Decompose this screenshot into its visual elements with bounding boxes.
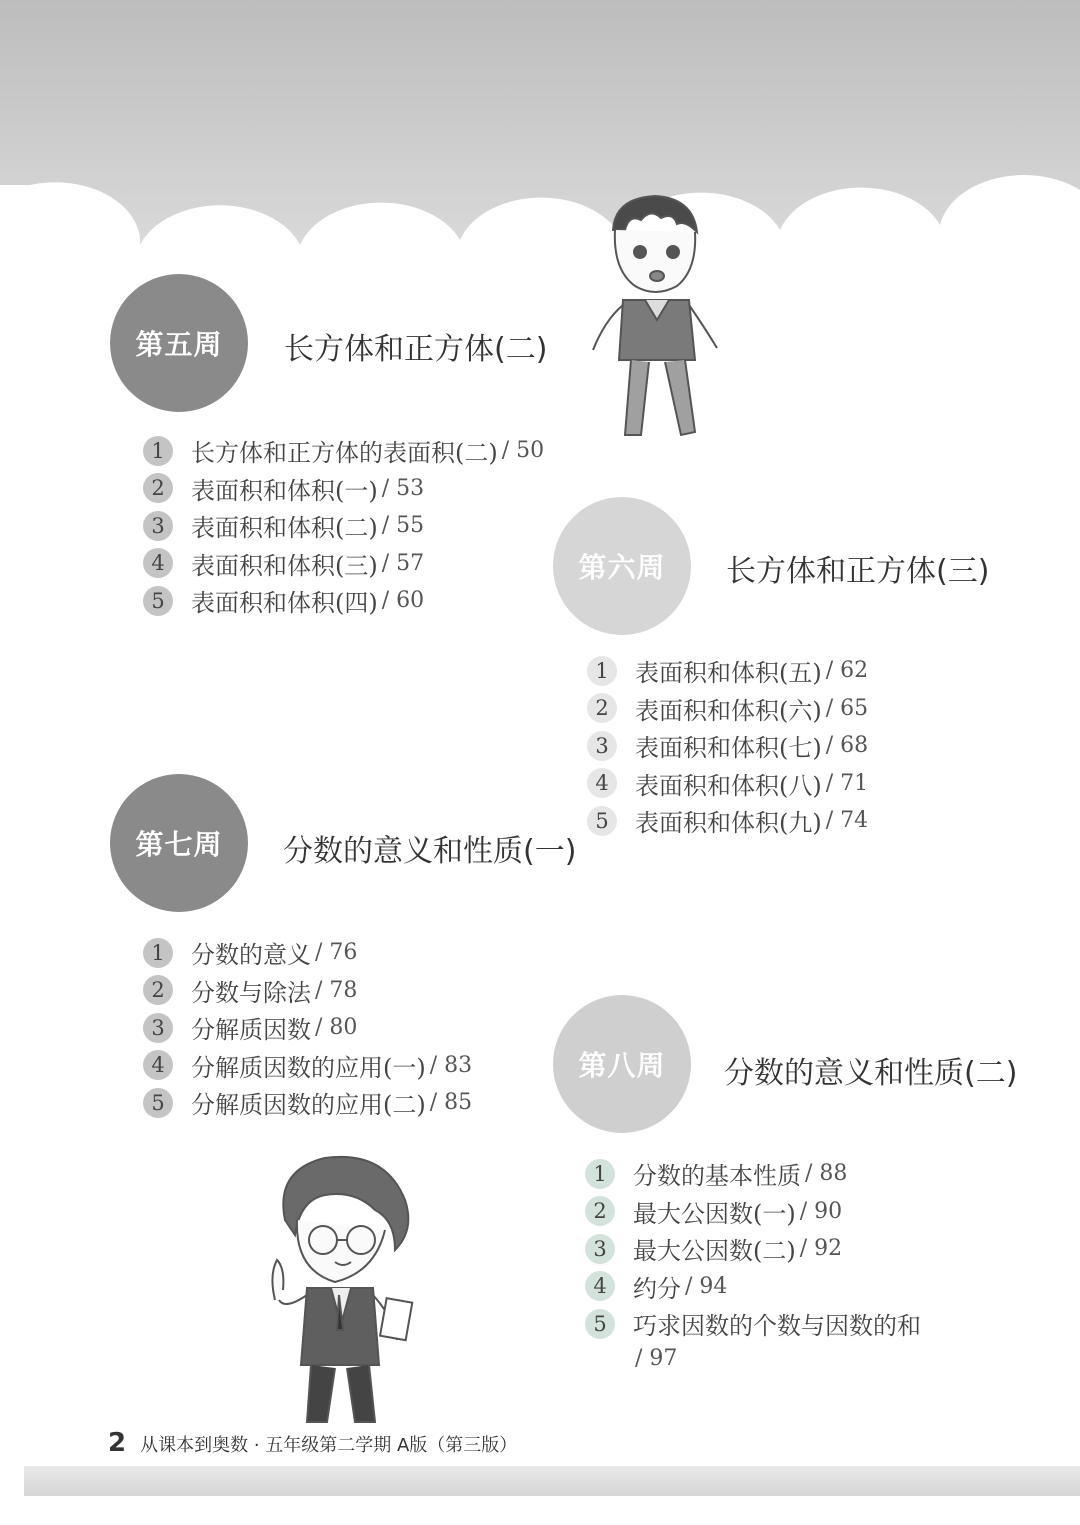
lesson-title: 分解质因数的应用(二) bbox=[191, 1091, 426, 1120]
lesson-page: / 80 bbox=[315, 1015, 358, 1041]
list-item[interactable] bbox=[143, 507, 544, 545]
lesson-page: / 71 bbox=[825, 770, 869, 796]
list-item[interactable] bbox=[143, 470, 544, 508]
boy-cartoon-illustration bbox=[585, 190, 730, 450]
section-title-week-8: 分数的意义和性质(二) bbox=[724, 1056, 1018, 1091]
list-item[interactable] bbox=[587, 690, 868, 728]
lesson-number: 2 bbox=[587, 693, 617, 723]
page-number: 2 bbox=[108, 1428, 127, 1458]
week-badge-8: 第八周 bbox=[553, 995, 691, 1133]
list-item[interactable] bbox=[587, 802, 868, 840]
lesson-page: / 60 bbox=[381, 588, 425, 614]
lesson-page: / 68 bbox=[825, 733, 869, 759]
list-item[interactable] bbox=[585, 1305, 925, 1343]
lesson-page: / 85 bbox=[429, 1090, 473, 1116]
lesson-page: / 94 bbox=[685, 1273, 728, 1299]
section-title-week-5: 长方体和正方体(二) bbox=[284, 332, 548, 367]
lesson-title: 表面积和体积(六) bbox=[635, 696, 822, 725]
lesson-list-week-8 bbox=[585, 1155, 925, 1343]
lesson-page: / 55 bbox=[381, 513, 425, 539]
lesson-page: / 62 bbox=[825, 658, 869, 684]
lesson-title: 分解质因数 bbox=[191, 1016, 311, 1045]
lesson-number: 3 bbox=[143, 511, 173, 541]
lesson-page: / 53 bbox=[381, 475, 425, 501]
lesson-list-week-5 bbox=[143, 432, 544, 620]
lesson-number: 3 bbox=[143, 1013, 173, 1043]
lesson-number: 2 bbox=[143, 975, 173, 1005]
lesson-title: 表面积和体积(三) bbox=[191, 551, 378, 580]
lesson-title: 表面积和体积(一) bbox=[191, 476, 378, 505]
lesson-page: / 83 bbox=[429, 1052, 473, 1078]
lesson-number: 4 bbox=[143, 1050, 173, 1080]
lesson-page: / 88 bbox=[805, 1161, 848, 1187]
lesson-title: 最大公因数(二) bbox=[633, 1237, 796, 1266]
list-item[interactable] bbox=[143, 1009, 472, 1047]
week-badge-6: 第六周 bbox=[553, 497, 691, 635]
lesson-title: 最大公因数(一) bbox=[633, 1199, 796, 1228]
lesson-page-continued: / 97 bbox=[635, 1346, 678, 1371]
list-item[interactable] bbox=[143, 582, 544, 620]
lesson-number: 5 bbox=[143, 586, 173, 616]
list-item[interactable] bbox=[585, 1268, 925, 1306]
section-title-week-7: 分数的意义和性质(一) bbox=[283, 834, 577, 869]
lesson-number: 1 bbox=[585, 1159, 615, 1189]
lesson-number: 2 bbox=[143, 473, 173, 503]
lesson-page: / 90 bbox=[799, 1198, 843, 1224]
lesson-title: 表面积和体积(九) bbox=[635, 809, 822, 838]
lesson-number: 3 bbox=[585, 1234, 615, 1264]
lesson-title: 约分 bbox=[633, 1274, 681, 1303]
bottom-strip bbox=[24, 1466, 1080, 1496]
lesson-title: 表面积和体积(二) bbox=[191, 514, 378, 543]
list-item[interactable] bbox=[143, 934, 472, 972]
lesson-title: 分数的意义 bbox=[191, 941, 311, 970]
lesson-title: 表面积和体积(四) bbox=[191, 589, 378, 618]
lesson-page: / 50 bbox=[501, 438, 545, 464]
lesson-number: 3 bbox=[587, 731, 617, 761]
list-item[interactable] bbox=[587, 765, 868, 803]
lesson-page: / 92 bbox=[799, 1236, 843, 1262]
lesson-number: 1 bbox=[587, 656, 617, 686]
list-item[interactable] bbox=[143, 1047, 472, 1085]
lesson-number: 4 bbox=[143, 548, 173, 578]
book-title: 从课本到奥数 · 五年级第二学期 A版（第三版） bbox=[140, 1435, 518, 1456]
list-item[interactable] bbox=[587, 727, 868, 765]
list-item[interactable] bbox=[587, 652, 868, 690]
list-item[interactable] bbox=[143, 1084, 472, 1122]
list-item[interactable] bbox=[143, 545, 544, 583]
lesson-number: 5 bbox=[585, 1309, 615, 1339]
list-item[interactable] bbox=[585, 1230, 925, 1268]
lesson-list-week-6 bbox=[587, 652, 868, 840]
week-badge-5: 第五周 bbox=[110, 274, 248, 412]
lesson-number: 5 bbox=[143, 1088, 173, 1118]
lesson-page: / 76 bbox=[315, 940, 358, 966]
lesson-page: / 65 bbox=[825, 695, 869, 721]
list-item[interactable] bbox=[143, 972, 472, 1010]
list-item[interactable] bbox=[585, 1193, 925, 1231]
lesson-number: 1 bbox=[143, 436, 173, 466]
lesson-number: 4 bbox=[585, 1271, 615, 1301]
lesson-title: 表面积和体积(七) bbox=[635, 734, 822, 763]
lesson-title: 分数的基本性质 bbox=[633, 1162, 801, 1191]
teacher-cartoon-illustration bbox=[255, 1150, 425, 1435]
lesson-title: 分数与除法 bbox=[191, 978, 311, 1007]
lesson-title: 表面积和体积(五) bbox=[635, 659, 822, 688]
lesson-title: 表面积和体积(八) bbox=[635, 771, 822, 800]
page-footer bbox=[108, 1428, 517, 1458]
lesson-title: 长方体和正方体的表面积(二) bbox=[191, 439, 498, 468]
section-title-week-6: 长方体和正方体(三) bbox=[726, 554, 990, 589]
lesson-page: / 57 bbox=[381, 550, 425, 576]
lesson-number: 1 bbox=[143, 938, 173, 968]
list-item[interactable] bbox=[585, 1155, 925, 1193]
scalloped-header bbox=[0, 0, 1080, 260]
lesson-list-week-7 bbox=[143, 934, 472, 1122]
lesson-title: 分解质因数的应用(一) bbox=[191, 1053, 426, 1082]
lesson-page: / 74 bbox=[825, 808, 869, 834]
lesson-number: 2 bbox=[585, 1196, 615, 1226]
lesson-number: 5 bbox=[587, 806, 617, 836]
lesson-page: / 78 bbox=[315, 977, 358, 1003]
lesson-title: 巧求因数的个数与因数的和 bbox=[633, 1312, 921, 1341]
week-badge-7: 第七周 bbox=[110, 774, 248, 912]
lesson-number: 4 bbox=[587, 768, 617, 798]
list-item[interactable] bbox=[143, 432, 544, 470]
